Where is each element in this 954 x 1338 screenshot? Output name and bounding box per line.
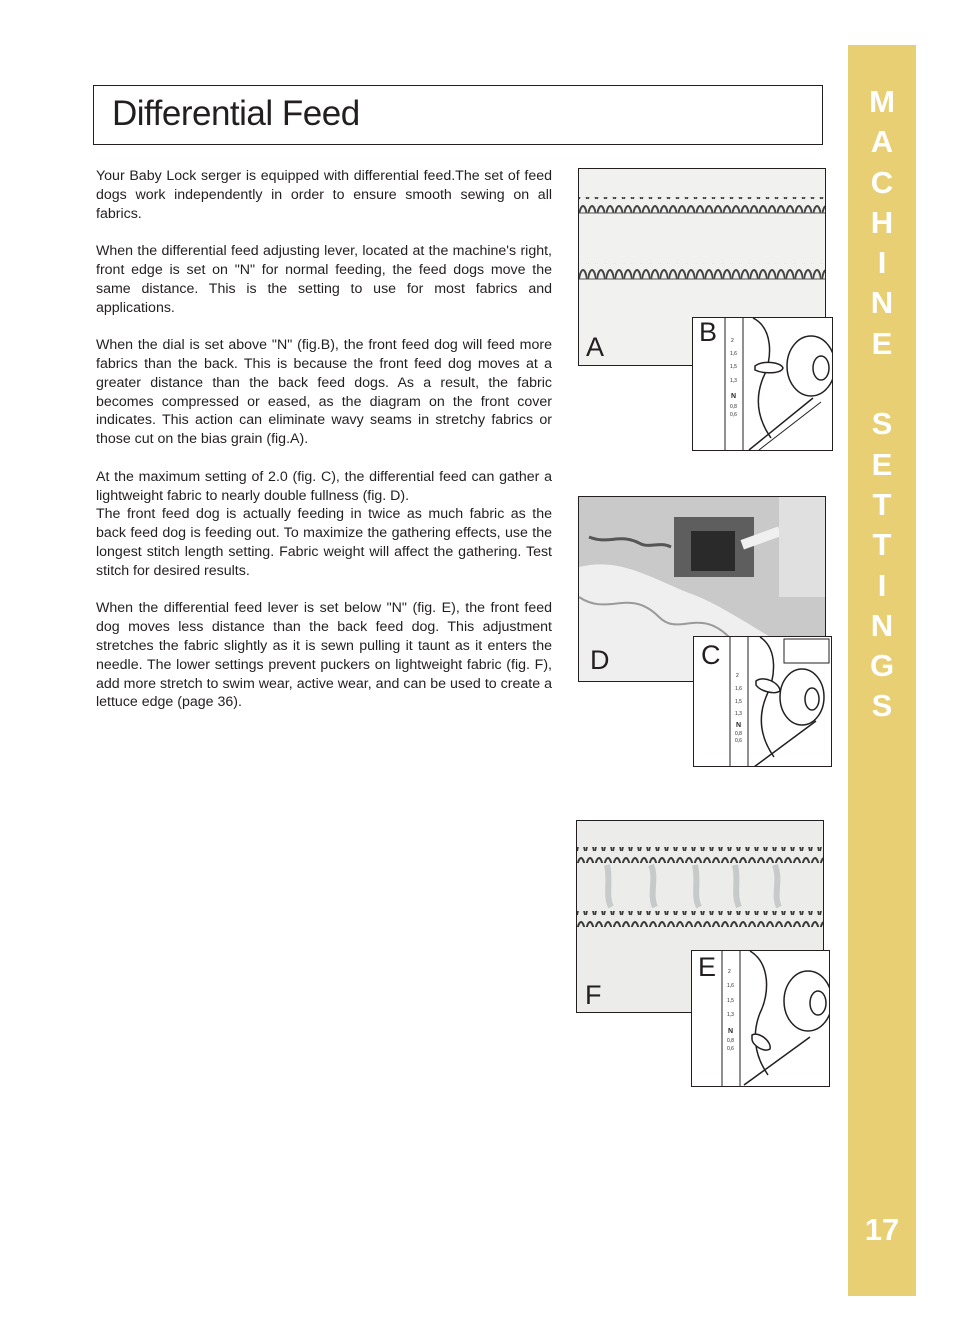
dial-mark-1-5: 1,5 <box>730 364 737 370</box>
dial-mark-1-3: 1,3 <box>727 1012 734 1018</box>
figure-label-f: F <box>585 980 602 1010</box>
dial-mark-1-5: 1,5 <box>727 998 734 1004</box>
sidebar-section-title <box>848 82 916 727</box>
sidebar-letter: M <box>869 84 895 119</box>
paragraph-intro: Your Baby Lock serger is equipped with differential feed.The set of feed dogs work independently in order to ensure smooth sewing on all fabrics. <box>96 168 552 222</box>
sidebar-letter: N <box>870 607 894 643</box>
dial-mark-1-3: 1,3 <box>735 711 742 717</box>
dial-mark-2: 2 <box>736 673 739 679</box>
sidebar-letter: T <box>872 527 892 563</box>
dial-mark-1-6: 1,6 <box>735 686 742 692</box>
paragraph-normal-feed: When the differential feed adjusting lever, located at the machine's right, front edge is set on "N" for normal feeding, the feed dogs move the same distance. This is the setting to use for most fabrics and applications. <box>96 243 552 316</box>
figure-label-e: E <box>698 952 717 982</box>
dial-mark-1-3: 1,3 <box>730 378 737 384</box>
section-sidebar <box>848 45 916 1296</box>
dial-mark-0-8: 0,8 <box>727 1038 734 1044</box>
title-box <box>93 85 823 145</box>
sidebar-letter: E <box>871 325 893 361</box>
dial-mark-n: N <box>736 722 742 729</box>
paragraph-max-setting: At the maximum setting of 2.0 (fig. C), the differential feed can gather a lightweight fabric to nearly double fullness (fig. D). <box>96 468 552 504</box>
dial-mark-0-6: 0,6 <box>735 738 742 744</box>
page-title: Differential Feed <box>112 94 360 133</box>
dial-mark-0-6: 0,6 <box>727 1046 734 1052</box>
body-text <box>96 167 552 731</box>
dial-mark-0-8: 0,8 <box>735 731 742 737</box>
sidebar-letter <box>848 364 916 404</box>
sidebar-letter: C <box>870 164 894 200</box>
sidebar-letter: E <box>871 446 893 482</box>
sidebar-letter: T <box>872 486 892 522</box>
dial-mark-2: 2 <box>728 969 731 975</box>
sidebar-letter: H <box>870 204 894 240</box>
dial-mark-0-8: 0,8 <box>730 404 737 410</box>
paragraph-below-n: When the differential feed lever is set below "N" (fig. E), the front feed dog moves less distance than the back feed dog. This adjustment stretches the fabric slightly as it is sewn pulling it taunt as it enters the needle. The lower settings prevent puckers on lightweight fabric (fig. F), add more stretch to swim wear, active wear, and can be used to create a lettuce edge (page 36). <box>96 600 552 711</box>
dial-mark-n: N <box>731 393 737 400</box>
dial-mark-0-6: 0,6 <box>730 412 737 418</box>
figure-label-c: C <box>701 640 721 670</box>
sidebar-letter: I <box>877 567 887 603</box>
dial-mark-n: N <box>728 1028 734 1035</box>
dial-mark-1-5: 1,5 <box>735 699 742 705</box>
paragraph-gathering: The front feed dog is actually feeding in twice as much fabric as the back feed dog is feeding out. To maximize the gathering effects, use the longest stitch length setting. Fabric weight will affect the gathering. Test stitch for desired results. <box>96 506 552 579</box>
figure-label-b: B <box>699 317 718 347</box>
sidebar-letter: S <box>871 406 893 442</box>
paragraph-above-n: When the dial is set above "N" (fig.B), the front feed dog will feed more fabrics than the back. This is because the front feed dog moves at a greater distance than the back feed dogs. As a result, the fabric becomes compressed or eased, as the diagram on the front cover indicates. This action can eliminate wavy seams in stretchy fabrics or those cut on the bias grain (fig.A). <box>96 337 552 448</box>
sidebar-letter: I <box>877 245 887 281</box>
sidebar-letter: G <box>869 648 895 684</box>
dial-mark-2: 2 <box>731 338 734 344</box>
dial-mark-1-6: 1,6 <box>730 351 737 357</box>
sidebar-letter: S <box>871 688 893 724</box>
figure-label-a: A <box>586 332 605 362</box>
dial-mark-1-6: 1,6 <box>727 983 734 989</box>
page-number: 17 <box>864 1212 900 1247</box>
sidebar-letter: N <box>870 285 894 321</box>
sidebar-letter: A <box>870 124 894 160</box>
figure-label-d: D <box>590 645 610 675</box>
